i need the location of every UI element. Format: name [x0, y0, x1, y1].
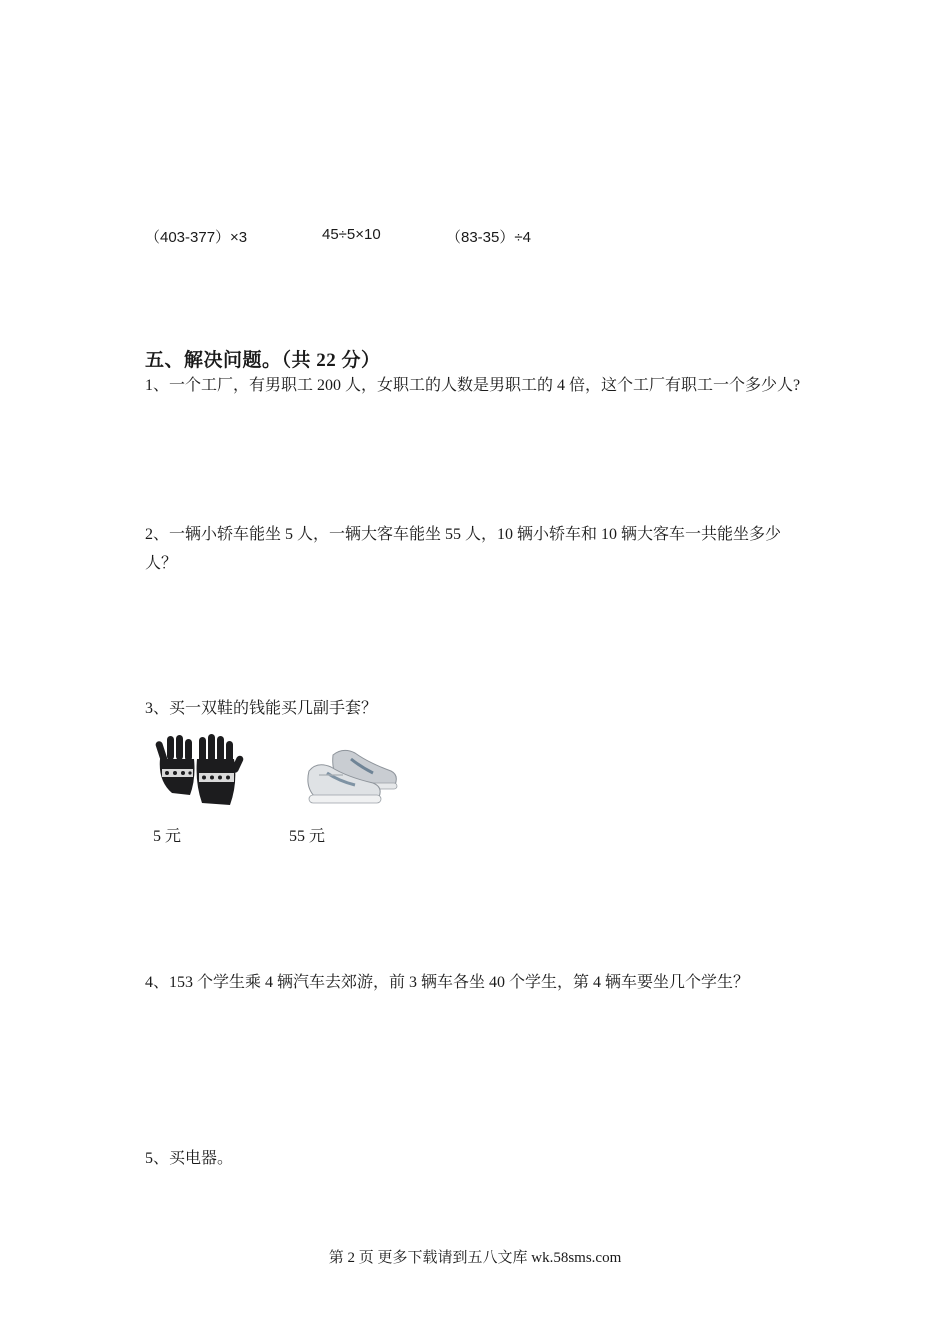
expression-3: （83-35）÷4 [446, 229, 531, 246]
price-gloves: 5 元 [153, 828, 182, 845]
sneakers-icon [303, 745, 401, 809]
question-2: 2、一辆小轿车能坐 5 人，一辆大客车能坐 55 人，10 辆小轿车和 10 辆大客车一共能坐多少人？ [145, 526, 782, 572]
gloves-icon [150, 733, 245, 808]
question-4: 4、153 个学生乘 4 辆汽车去郊游，前 3 辆车各坐 40 个学生，第 4 辆车要坐几个学生？ [145, 974, 750, 991]
price-sneakers: 55 元 [289, 828, 326, 845]
expression-1: （403-377）×3 [145, 229, 248, 246]
question-5: 5、买电器。 [145, 1150, 234, 1167]
question-1: 1、一个工厂，有男职工 200 人，女职工的人数是男职工的 4 倍，这个工厂有职工一个多少人? [145, 377, 801, 394]
expression-2: 45÷5×10 [322, 226, 381, 243]
question-3: 3、买一双鞋的钱能买几副手套？ [145, 700, 378, 717]
section-heading: 五、解决问题。（共 22 分） [145, 350, 381, 371]
page-footer: 第 2 页 更多下载请到五八文库 wk.58sms.com [328, 1250, 622, 1266]
